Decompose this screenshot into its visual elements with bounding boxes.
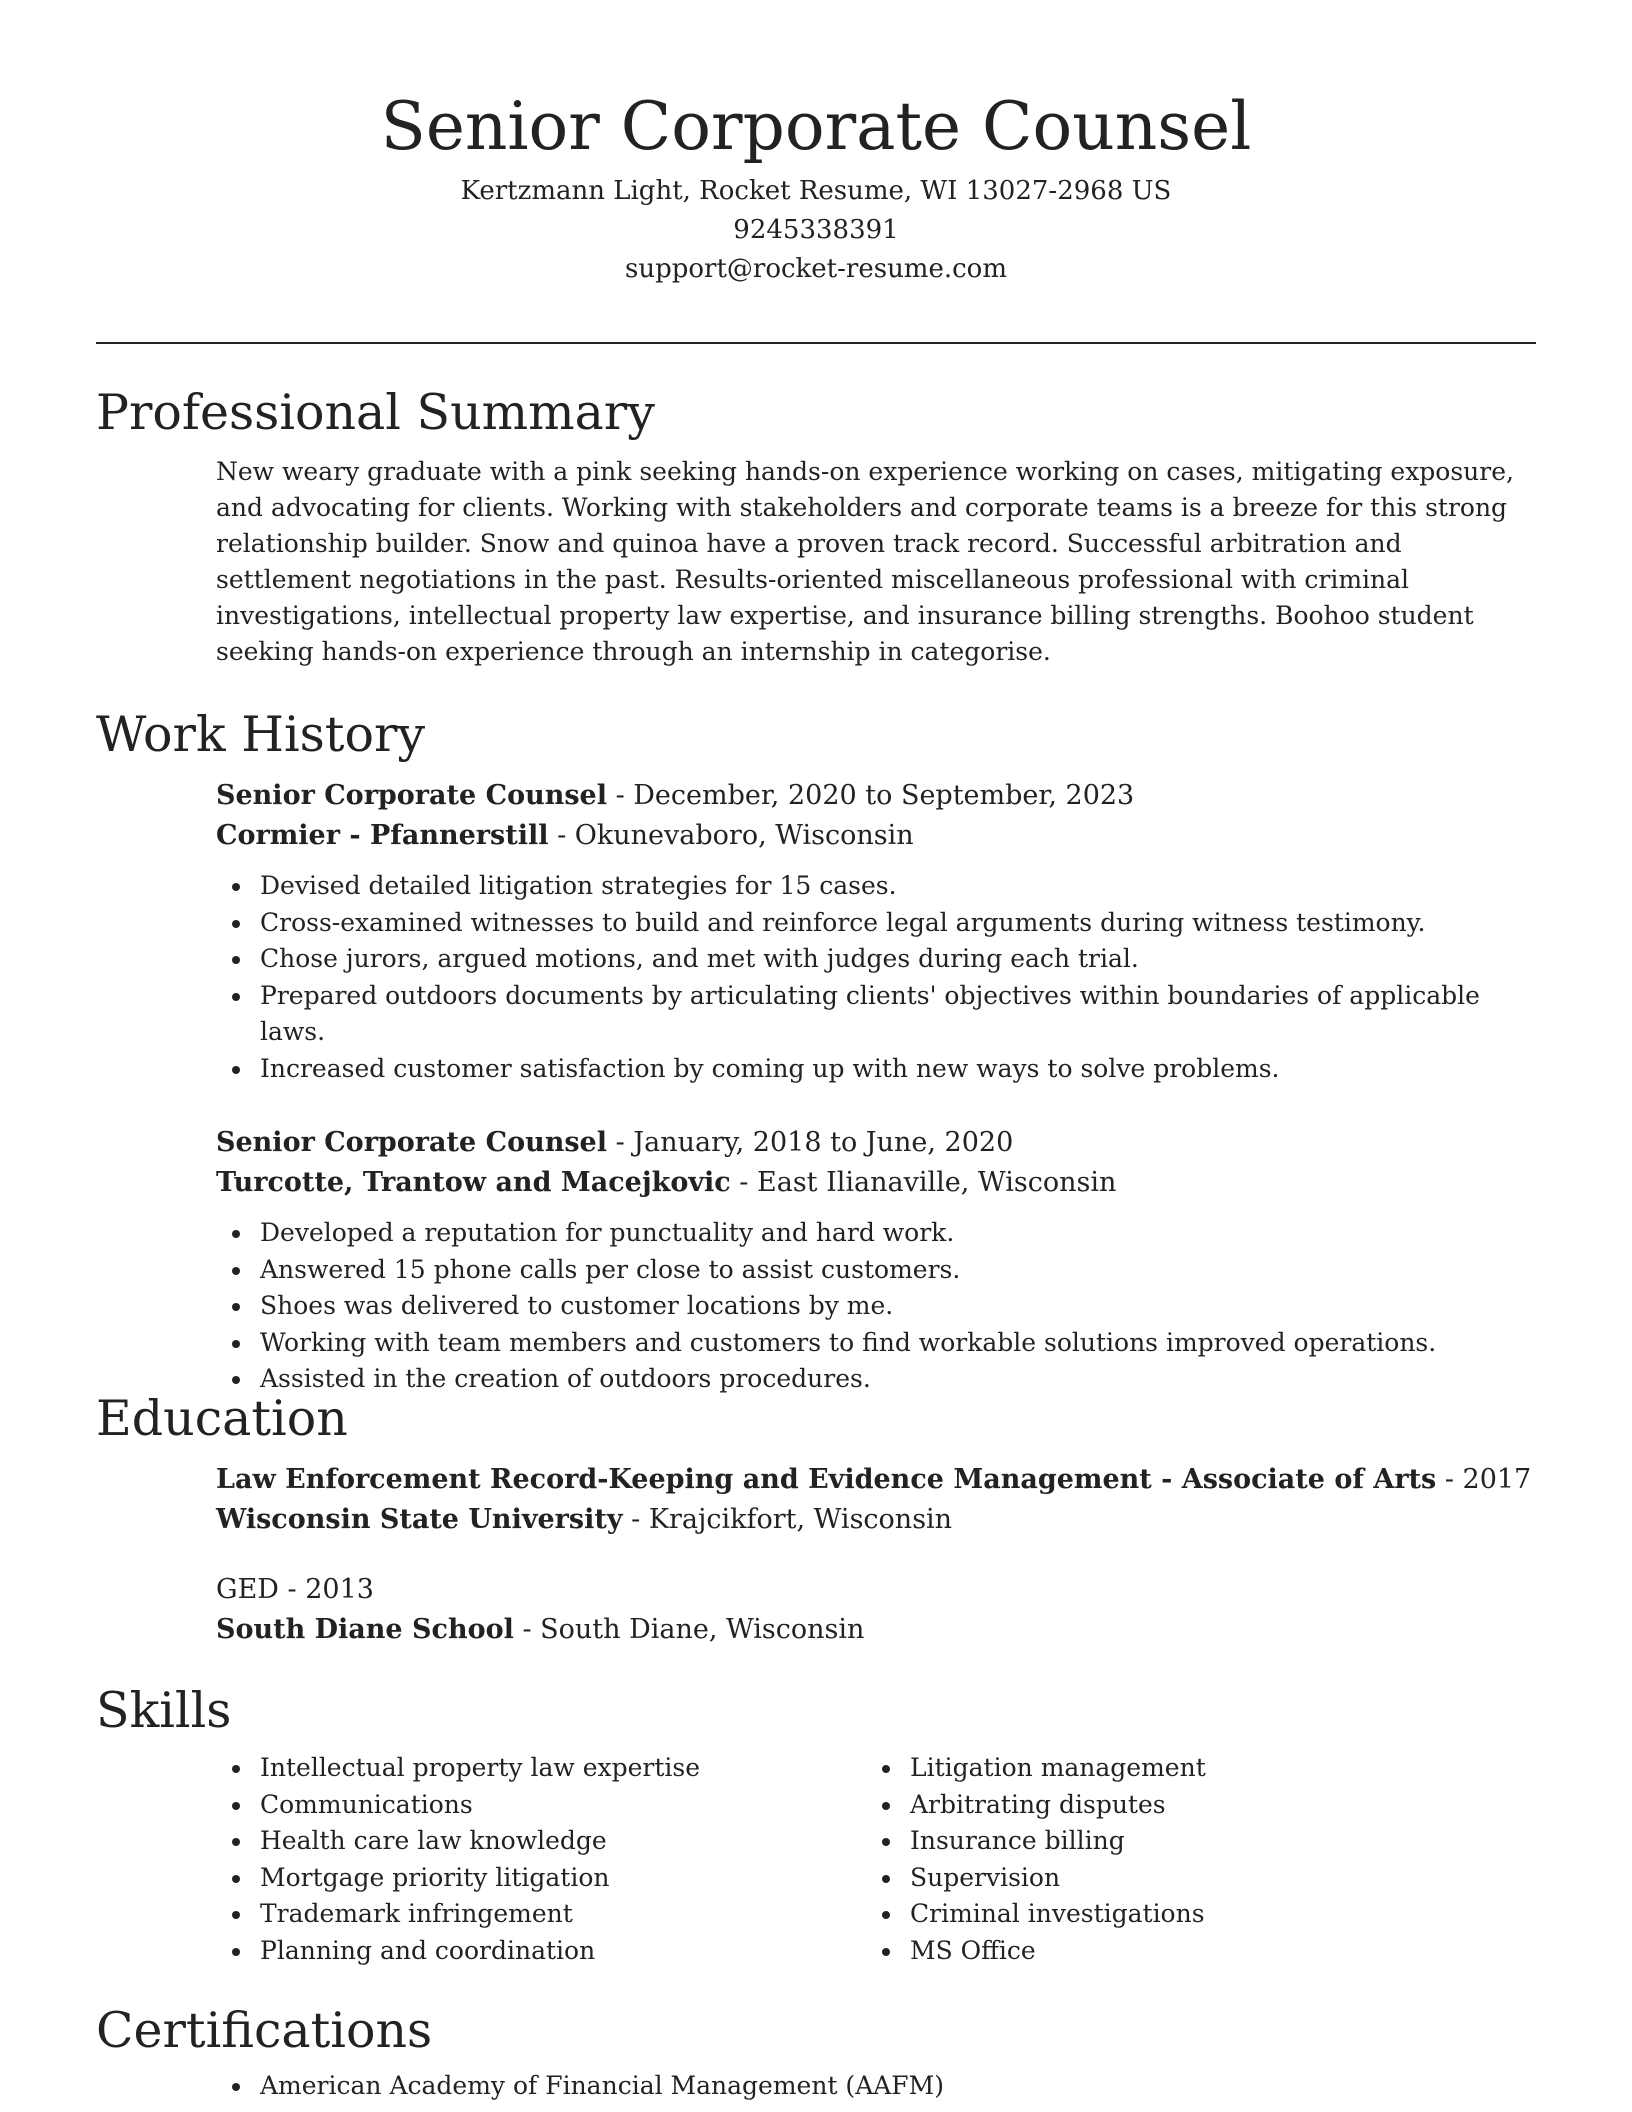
certifications-body: [216, 2068, 1536, 2105]
job-bullets: [216, 868, 1536, 1087]
education-program: GED: [216, 1574, 279, 1605]
list-item: Trademark infringement: [260, 1896, 866, 1933]
work-title: Work History: [96, 706, 426, 763]
list-item: Developed a reputation for punctuality and hard work.: [260, 1215, 1536, 1252]
skills-list-left: [216, 1750, 866, 1969]
education-school: Wisconsin State University: [216, 1504, 623, 1535]
certifications-title: Certifications: [96, 2002, 433, 2059]
list-item: Chose jurors, argued motions, and met with judges during each trial.: [260, 941, 1536, 978]
skills-section: [96, 1678, 1536, 1969]
job-role: Senior Corporate Counsel: [216, 1127, 607, 1158]
education-year: - 2017: [1436, 1464, 1532, 1495]
work-body: [216, 776, 1536, 1398]
skills-list-right: [866, 1750, 1516, 1969]
education-year: - 2013: [278, 1574, 374, 1605]
list-item: Planning and coordination: [260, 1933, 866, 1970]
list-item: Increased customer satisfaction by coming up with new ways to solve problems.: [260, 1051, 1536, 1088]
list-item: Supervision: [910, 1860, 1516, 1897]
list-item: Arbitrating disputes: [910, 1787, 1516, 1824]
contact-phone: 9245338391: [733, 215, 899, 245]
list-item: Health care law knowledge: [260, 1823, 866, 1860]
summary-section: [96, 380, 1536, 670]
resume-name: Senior Corporate Counsel: [380, 88, 1252, 165]
list-item: Answered 15 phone calls per close to assist customers.: [260, 1252, 1536, 1289]
job-entry: [216, 776, 1536, 1087]
education-location: - South Diane, Wisconsin: [513, 1614, 865, 1645]
education-program-line: [216, 1570, 1536, 1610]
job-dates: - December, 2020 to September, 2023: [606, 780, 1135, 811]
list-item: Litigation management: [910, 1750, 1516, 1787]
education-title: Education: [96, 1390, 348, 1447]
summary-title: Professional Summary: [96, 384, 655, 441]
education-school: South Diane School: [216, 1614, 514, 1645]
job-dates: - January, 2018 to June, 2020: [606, 1127, 1014, 1158]
list-item: Criminal investigations: [910, 1896, 1516, 1933]
job-company: Cormier - Pfannerstill: [216, 820, 549, 851]
job-title-line: [216, 1123, 1536, 1163]
list-item: American Academy of Financial Management (AAFM): [260, 2068, 1536, 2105]
skills-column-left: [216, 1744, 866, 1969]
list-item: Shoes was delivered to customer locations by me.: [260, 1288, 1536, 1325]
job-role: Senior Corporate Counsel: [216, 780, 607, 811]
education-entry: [216, 1460, 1536, 1540]
job-company: Turcotte, Trantow and Macejkovic: [216, 1167, 731, 1198]
education-program: Law Enforcement Record-Keeping and Evidence Management: [216, 1464, 1152, 1495]
education-section: [96, 1386, 1536, 1680]
certifications-section: [96, 1998, 1536, 2105]
work-section: [96, 702, 1536, 1414]
list-item: Working with team members and customers to find workable solutions improved operations.: [260, 1325, 1536, 1362]
header-divider: [96, 342, 1536, 344]
skills-column-right: [866, 1744, 1516, 1969]
education-degree: - Associate of Arts: [1151, 1464, 1437, 1495]
education-program-line: [216, 1460, 1536, 1500]
job-title-line: [216, 776, 1536, 816]
contact-address: Kertzmann Light, Rocket Resume, WI 13027-2968 US: [460, 176, 1172, 206]
list-item: Insurance billing: [910, 1823, 1516, 1860]
list-item: Assisted in the creation of outdoors procedures.: [260, 1361, 1536, 1398]
education-body: [216, 1460, 1536, 1650]
job-company-line: [216, 1163, 1536, 1203]
list-item: Mortgage priority litigation: [260, 1860, 866, 1897]
list-item: Prepared outdoors documents by articulating clients' objectives within boundaries of applicable laws.: [260, 978, 1536, 1051]
certifications-list: [216, 2068, 1536, 2105]
job-location: - East Ilianaville, Wisconsin: [730, 1167, 1117, 1198]
list-item: MS Office: [910, 1933, 1516, 1970]
contact-email: support@rocket-resume.com: [624, 254, 1007, 284]
education-location: - Krajcikfort, Wisconsin: [622, 1504, 953, 1535]
job-bullets: [216, 1215, 1536, 1398]
job-company-line: [216, 816, 1536, 856]
education-school-line: [216, 1500, 1536, 1540]
list-item: Devised detailed litigation strategies for 15 cases.: [260, 868, 1536, 905]
job-entry: [216, 1123, 1536, 1398]
summary-text: New weary graduate with a pink seeking hands-on experience working on cases, mitigating exposure, and advocating for clients. Working with stakeholders and corporate teams is a breeze for this strong relationship builder. Snow and quinoa have a proven track record. Successful arbitration and settlement negotiations in the past. Results-oriented miscellaneous professional with criminal investigations, intellectual property law expertise, and insurance billing strengths. Boohoo student seeking hands-on experience through an internship in categorise.: [216, 457, 1514, 666]
list-item: Communications: [260, 1787, 866, 1824]
summary-body: [216, 454, 1536, 670]
resume-header: [0, 82, 1632, 289]
skills-body: [216, 1744, 1536, 1969]
list-item: Intellectual property law expertise: [260, 1750, 866, 1787]
skills-columns: [216, 1744, 1536, 1969]
list-item: Cross-examined witnesses to build and reinforce legal arguments during witness testimony.: [260, 905, 1536, 942]
education-entry: [216, 1570, 1536, 1650]
job-location: - Okunevaboro, Wisconsin: [548, 820, 914, 851]
education-school-line: [216, 1610, 1536, 1650]
skills-title: Skills: [96, 1682, 232, 1739]
